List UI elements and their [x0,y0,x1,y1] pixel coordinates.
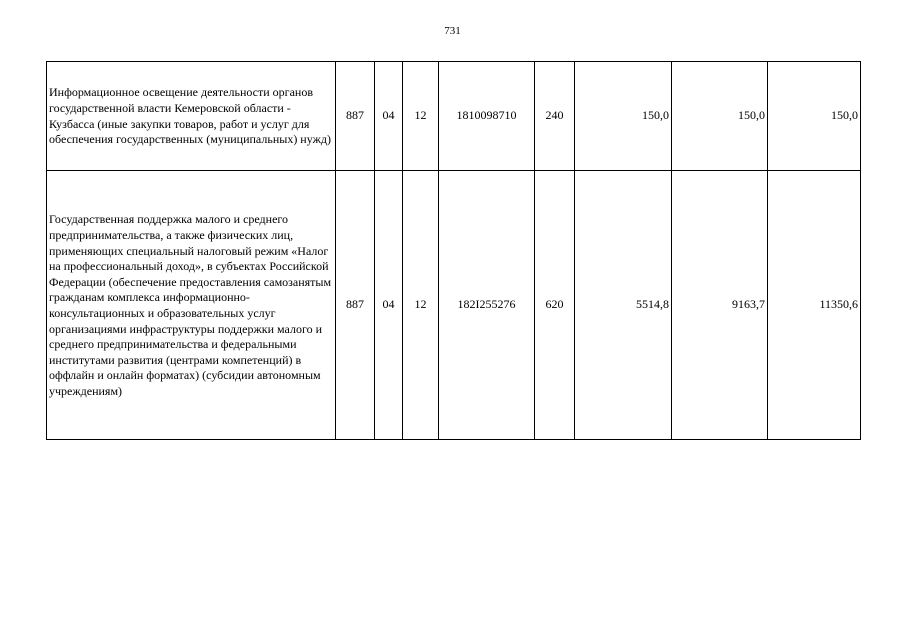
expense-type-code: 240 [535,62,575,171]
amount-year-1: 5514,8 [575,171,672,440]
amount-year-2: 150,0 [672,62,768,171]
section-code: 04 [375,62,403,171]
subsection-code: 12 [403,62,439,171]
table-row [47,62,861,171]
amount-year-3: 150,0 [768,62,861,171]
amount-year-3: 11350,6 [768,171,861,440]
table-row [47,171,861,440]
ministry-code: 887 [336,171,375,440]
ministry-code: 887 [336,62,375,171]
subsection-code: 12 [403,171,439,440]
section-code: 04 [375,171,403,440]
target-article-code: 182I255276 [439,171,535,440]
amount-year-2: 9163,7 [672,171,768,440]
expense-type-code: 620 [535,171,575,440]
row-description: Государственная поддержка малого и среднего предпринимательства, а также физических лиц, применяющих специальный налоговый режим «Налог на профессиональный доход», в субъектах Российской Федерации (обеспечение предоставления самозанятым гражданам комплекса информационно-консультационных и образовательных услуг организациями инфраструктуры поддержки малого и среднего предпринимательства и федеральными институтами развития (центрами компетенций) в оффлайн и онлайн форматах) (субсидии автономным учреждениям) [47,171,336,440]
budget-table [46,61,861,440]
amount-year-1: 150,0 [575,62,672,171]
target-article-code: 1810098710 [439,62,535,171]
row-description: Информационное освещение деятельности органов государственной власти Кемеровской области - Кузбасса (иные закупки товаров, работ и услуг для обеспечения государственных (муниципальных) нужд) [47,62,336,171]
page-number: 731 [444,25,461,37]
